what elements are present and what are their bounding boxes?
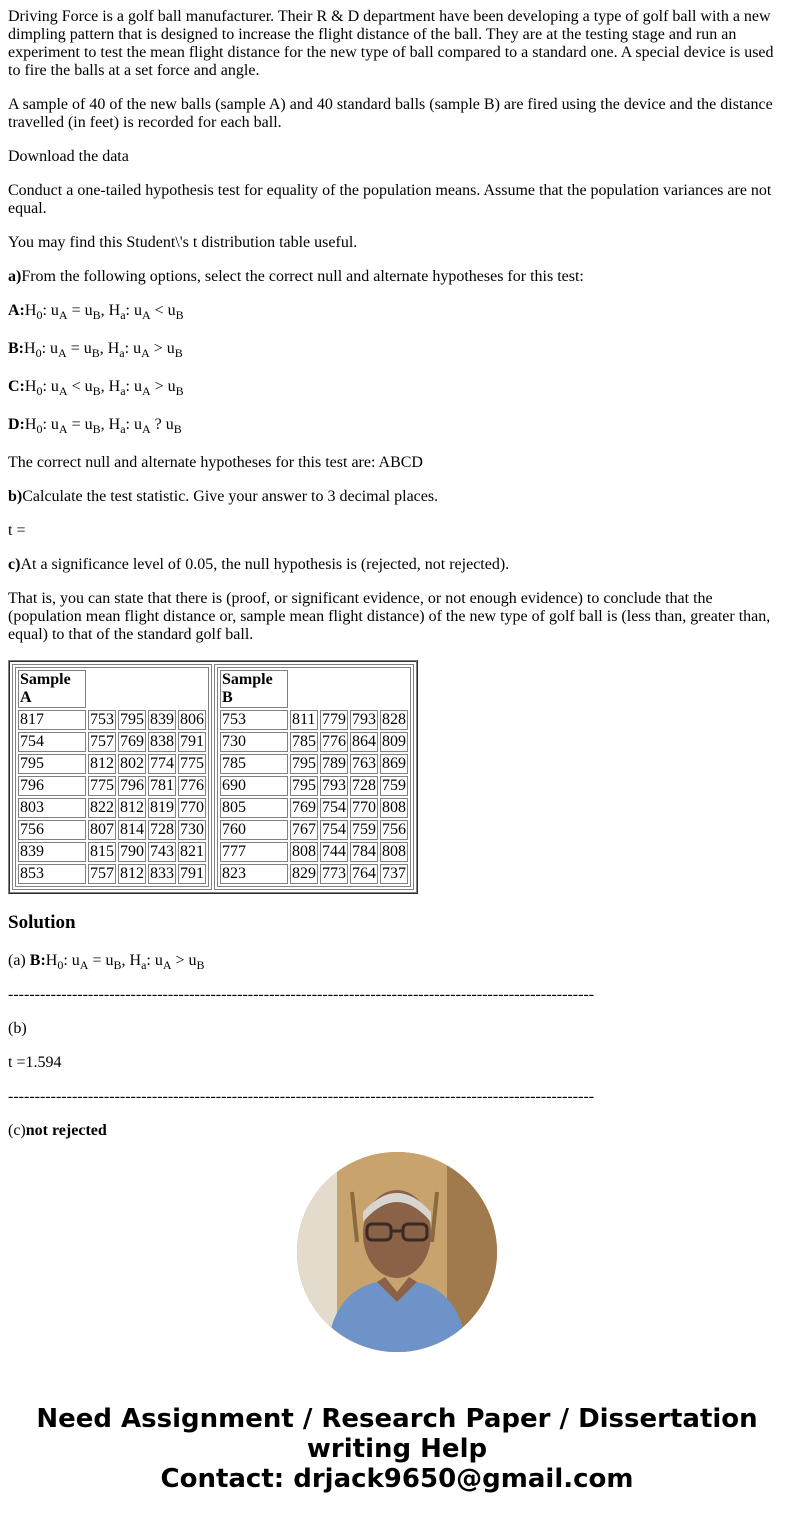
table-cell: 828	[382, 711, 406, 728]
table-cell: 838	[150, 733, 174, 750]
table-cell: 777	[220, 842, 288, 862]
option-label: D:	[8, 416, 25, 433]
table-cell: 730	[220, 732, 288, 752]
table-cell: 822	[90, 799, 114, 816]
part-c-text: At a significance level of 0.05, the null hypothesis is (rejected, not rejected).	[20, 556, 510, 573]
part-a-question	[8, 268, 786, 286]
table-cell: 757	[90, 865, 114, 882]
document-body	[8, 8, 786, 1156]
table-cell: 808	[382, 799, 406, 816]
sample-a-table	[15, 667, 209, 887]
sample-b-cell	[214, 664, 414, 890]
part-a-label: a)	[8, 268, 22, 285]
table-cell: 795	[120, 711, 144, 728]
table-cell: 784	[352, 843, 376, 860]
table-row	[220, 754, 408, 774]
data-table	[8, 660, 418, 894]
table-cell: 767	[292, 821, 316, 838]
part-b-label: b)	[8, 488, 23, 505]
sample-b-header: Sample B	[222, 671, 273, 706]
table-cell: 785	[220, 754, 288, 774]
table-row	[220, 820, 408, 840]
table-row	[220, 710, 408, 730]
table-cell: 811	[290, 710, 318, 730]
table-cell: 770	[180, 799, 204, 816]
table-cell: 774	[150, 755, 174, 772]
table-cell: 796	[18, 776, 86, 796]
table-cell: 793	[352, 711, 376, 728]
option-label: A:	[8, 302, 25, 319]
table-cell: 839	[18, 842, 86, 862]
table-row	[18, 776, 206, 796]
table-row	[18, 864, 206, 884]
table-cell: 769	[120, 733, 144, 750]
table-cell: 807	[90, 821, 114, 838]
table-cell: 744	[322, 843, 346, 860]
table-cell: 785	[292, 733, 316, 750]
t-table-note: You may find this Student\'s t distribution table useful.	[8, 234, 358, 251]
table-cell: 791	[180, 733, 204, 750]
solution-heading: Solution	[8, 912, 76, 933]
table-cell: 779	[322, 711, 346, 728]
table-cell: 806	[180, 711, 204, 728]
table-cell: 821	[180, 843, 204, 860]
option-b[interactable]: $B:H_0$: $u_A = u_B$, $H_a$: $u_A > u_B$	[8, 340, 183, 360]
table-cell: 823	[220, 864, 288, 884]
table-cell: 770	[352, 799, 376, 816]
part-c-question	[8, 556, 786, 574]
table-cell: 763	[352, 755, 376, 772]
table-row	[18, 842, 206, 862]
table-cell: 730	[180, 821, 204, 838]
table-row	[18, 820, 206, 840]
author-avatar	[297, 1152, 497, 1352]
ad-line: writing Help	[306, 1434, 488, 1464]
option-a[interactable]: $A:H_0$: $u_A = u_B$, $H_a$: $u_A < u_B$	[8, 302, 184, 322]
table-cell: 829	[292, 865, 316, 882]
table-cell: 781	[150, 777, 174, 794]
table-cell: 833	[150, 865, 174, 882]
table-cell: 776	[322, 733, 346, 750]
part-b-text: Calculate the test statistic. Give your answer to 3 decimal places.	[22, 488, 439, 505]
person-portrait-icon	[297, 1152, 497, 1352]
table-row	[18, 710, 206, 730]
table-cell: 775	[90, 777, 114, 794]
table-cell: 791	[180, 865, 204, 882]
solution-b-value: t =1.594	[8, 1054, 62, 1071]
table-cell: 759	[382, 777, 406, 794]
table-cell: 812	[120, 799, 144, 816]
table-cell: 805	[220, 798, 288, 818]
part-c-label: c)	[8, 556, 21, 573]
table-cell: 808	[382, 843, 406, 860]
intro-paragraph: Driving Force is a golf ball manufacturer. Their R & D department have been developing a type of golf ball with a new dimpling pattern that is designed to increase the flight distance of the ball. They are at the testing stage and run an experiment to test the mean flight distance for the new type of ball compared to a standard one. A special device is used to fire the balls at a set force and angle.	[8, 8, 774, 79]
solution-b-label: (b)	[8, 1020, 27, 1037]
table-cell: 795	[292, 777, 316, 794]
table-cell: 812	[120, 865, 144, 882]
divider: --------------------------------------------------------------------------------------------------------------	[8, 1088, 595, 1105]
table-cell: 737	[382, 865, 406, 882]
table-cell: 803	[18, 798, 86, 818]
option-label: C:	[8, 378, 25, 395]
table-row	[18, 798, 206, 818]
instruction-paragraph: Conduct a one-tailed hypothesis test for equality of the population means. Assume that the population variances are not equal.	[8, 182, 772, 217]
answer-line: The correct null and alternate hypotheses for this test are: ABCD	[8, 454, 423, 471]
table-cell: 775	[180, 755, 204, 772]
table-cell: 753	[90, 711, 114, 728]
table-cell: 796	[120, 777, 144, 794]
table-cell: 728	[150, 821, 174, 838]
table-cell: 812	[90, 755, 114, 772]
table-cell: 802	[120, 755, 144, 772]
table-row	[220, 864, 408, 884]
option-c[interactable]: $C:H_0$: $u_A < u_B$, $H_a$: $u_A > u_B$	[8, 378, 184, 398]
table-row	[220, 732, 408, 752]
table-cell: 817	[18, 710, 86, 730]
table-cell: 808	[292, 843, 316, 860]
ad-line: Need Assignment / Research Paper / Dissertation	[36, 1404, 758, 1434]
sample-a-cell	[12, 664, 212, 890]
table-cell: 753	[220, 710, 288, 730]
table-cell: 776	[180, 777, 204, 794]
table-cell: 773	[322, 865, 346, 882]
table-cell: 769	[292, 799, 316, 816]
sample-a-header: Sample A	[20, 671, 71, 706]
solution-a: (a) $B:H_0$: $u_A = u_B$, $H_a$: $u_A > u_B$	[8, 952, 205, 972]
table-cell: 809	[382, 733, 406, 750]
solution-c-answer: not rejected	[25, 1122, 107, 1139]
table-cell: 814	[120, 821, 144, 838]
table-row	[18, 754, 206, 774]
table-cell: 754	[18, 732, 86, 752]
table-cell: 864	[352, 733, 376, 750]
table-cell: 757	[90, 733, 114, 750]
divider: --------------------------------------------------------------------------------------------------------------	[8, 986, 595, 1003]
table-cell: 815	[90, 843, 114, 860]
table-cell: 728	[352, 777, 376, 794]
table-cell: 789	[322, 755, 346, 772]
solution-c: (c)not rejected	[8, 1122, 107, 1139]
table-cell: 760	[220, 820, 288, 840]
table-cell: 795	[292, 755, 316, 772]
part-a-text: From the following options, select the correct null and alternate hypotheses for this test:	[21, 268, 584, 285]
part-b-question	[8, 488, 786, 506]
table-cell: 756	[18, 820, 86, 840]
sample-b-table	[217, 667, 411, 887]
ad-banner	[0, 1404, 794, 1494]
sample-paragraph: A sample of 40 of the new balls (sample A) and 40 standard balls (sample B) are fired using the device and the distance travelled (in feet) is recorded for each ball.	[8, 96, 773, 131]
table-cell: 839	[150, 711, 174, 728]
table-cell: 853	[18, 864, 86, 884]
table-cell: 759	[352, 821, 376, 838]
table-cell: 754	[322, 799, 346, 816]
table-cell: 756	[382, 821, 406, 838]
download-link[interactable]: Download the data	[8, 148, 129, 165]
table-cell: 690	[220, 776, 288, 796]
table-cell: 754	[322, 821, 346, 838]
table-cell: 743	[150, 843, 174, 860]
table-row	[220, 776, 408, 796]
option-d[interactable]: $D:H_0$: $u_A = u_B$, $H_a$: $u_A$ ? $u_B$	[8, 416, 182, 436]
table-row	[220, 798, 408, 818]
option-label: B:	[8, 340, 24, 357]
table-cell: 819	[150, 799, 174, 816]
table-cell: 790	[120, 843, 144, 860]
table-cell: 793	[322, 777, 346, 794]
table-cell: 795	[18, 754, 86, 774]
table-cell: 764	[352, 865, 376, 882]
t-prompt: t =	[8, 522, 26, 539]
table-row	[18, 732, 206, 752]
table-cell: 869	[382, 755, 406, 772]
table-row	[220, 842, 408, 862]
conclusion-paragraph: That is, you can state that there is (proof, or significant evidence, or not enough evidence) to conclude that the (population mean flight distance or, sample mean flight distance) of the new type of golf ball is (less than, greater than, equal) to that of the standard golf ball.	[8, 590, 771, 643]
ad-contact[interactable]: Contact: drjack9650@gmail.com	[160, 1464, 634, 1494]
hypothesis-options	[8, 302, 786, 434]
